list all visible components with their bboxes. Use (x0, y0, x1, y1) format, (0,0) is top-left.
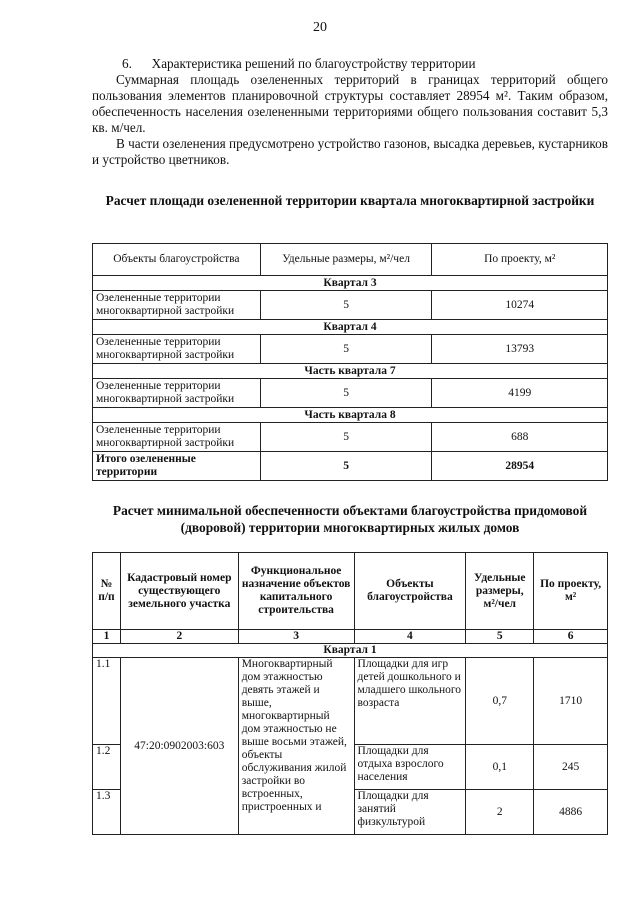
project-cell: 245 (534, 745, 608, 790)
column-header: Функциональное назначение объектов капитального строительства (238, 553, 354, 630)
column-header: По проекту, м² (432, 244, 608, 276)
group-row: Квартал 3 (93, 276, 608, 291)
size-cell: 5 (260, 423, 432, 452)
column-number: 6 (534, 630, 608, 644)
column-header: Объекты благоустройства (93, 244, 261, 276)
object-cell: Озелененные территории многоквартирной застройки (93, 335, 261, 364)
table-row (93, 658, 608, 745)
total-project: 28954 (432, 452, 608, 481)
column-number: 5 (466, 630, 534, 644)
project-cell: 1710 (534, 658, 608, 745)
section-heading: 6. Характеристика решений по благоустройству территории (122, 56, 476, 71)
size-cell: 2 (466, 790, 534, 835)
size-cell: 5 (260, 335, 432, 364)
column-header: Кадастровый номер существующего земельного участка (120, 553, 238, 630)
row-number: 1.1 (93, 658, 121, 745)
total-label: Итого озелененные территории (93, 452, 261, 481)
green-area-table (92, 243, 608, 481)
column-number: 2 (120, 630, 238, 644)
total-row (93, 452, 608, 481)
column-header: Удельные размеры, м²/чел (260, 244, 432, 276)
object-cell: Озелененные территории многоквартирной застройки (93, 379, 261, 408)
page-number: 20 (313, 20, 327, 35)
table-row (93, 291, 608, 320)
size-cell: 0,7 (466, 658, 534, 745)
project-cell: 688 (432, 423, 608, 452)
object-cell: Площадки для занятий физкультурой (354, 790, 466, 835)
group-row: Квартал 4 (93, 320, 608, 335)
column-header: № п/п (93, 553, 121, 630)
size-cell: 0,1 (466, 745, 534, 790)
object-cell: Озелененные территории многоквартирной застройки (93, 423, 261, 452)
table-row (93, 335, 608, 364)
table-header-row (93, 553, 608, 630)
group-row: Квартал 1 (93, 644, 608, 658)
project-cell: 4886 (534, 790, 608, 835)
project-cell: 10274 (432, 291, 608, 320)
project-cell: 13793 (432, 335, 608, 364)
object-cell: Площадки для отдыха взрослого населения (354, 745, 466, 790)
size-cell: 5 (260, 291, 432, 320)
row-number: 1.3 (93, 790, 121, 835)
table2-title: Расчет минимальной обеспеченности объектами благоустройства придомовой (дворовой) территории многоквартирных жилых домов (112, 503, 588, 535)
column-header: По проекту, м² (534, 553, 608, 630)
row-number: 1.2 (93, 745, 121, 790)
group-row: Часть квартала 7 (93, 364, 608, 379)
table-header-row (93, 244, 608, 276)
column-number-row (93, 630, 608, 644)
table-row (93, 423, 608, 452)
table-row (93, 379, 608, 408)
paragraph-2: В части озеленения предусмотрено устройство газонов, высадка деревьев, кустарников и устройство цветников. (92, 136, 608, 167)
column-number: 4 (354, 630, 466, 644)
total-size: 5 (260, 452, 432, 481)
group-row: Часть квартала 8 (93, 408, 608, 423)
column-header: Удельные размеры, м²/чел (466, 553, 534, 630)
section-text (92, 56, 608, 168)
table1-title: Расчет площади озелененной территории квартала многоквартирной застройки (105, 193, 595, 208)
object-cell: Площадки для игр детей дошкольного и младшего школьного возраста (354, 658, 466, 745)
cadastral-cell: 47:20:0902003:603 (120, 658, 238, 835)
object-cell: Озелененные территории многоквартирной застройки (93, 291, 261, 320)
project-cell: 4199 (432, 379, 608, 408)
column-number: 3 (238, 630, 354, 644)
column-header: Объекты благоустройства (354, 553, 466, 630)
function-cell: Многоквартирный дом этажностью девять этажей и выше, многоквартирный дом этажностью не выше восьми этажей, объекты обслуживания жилой застройки во встроенных, пристроенных и (238, 658, 354, 835)
courtyard-facilities-table (92, 552, 608, 835)
size-cell: 5 (260, 379, 432, 408)
column-number: 1 (93, 630, 121, 644)
paragraph-1: Суммарная площадь озелененных территорий в границах территорий общего пользования элементов планировочной структуры составляет 28954 м². Таким образом, обеспеченность населения озелененными территориями общего пользования составит 5,3 кв. м/чел. (92, 72, 608, 135)
